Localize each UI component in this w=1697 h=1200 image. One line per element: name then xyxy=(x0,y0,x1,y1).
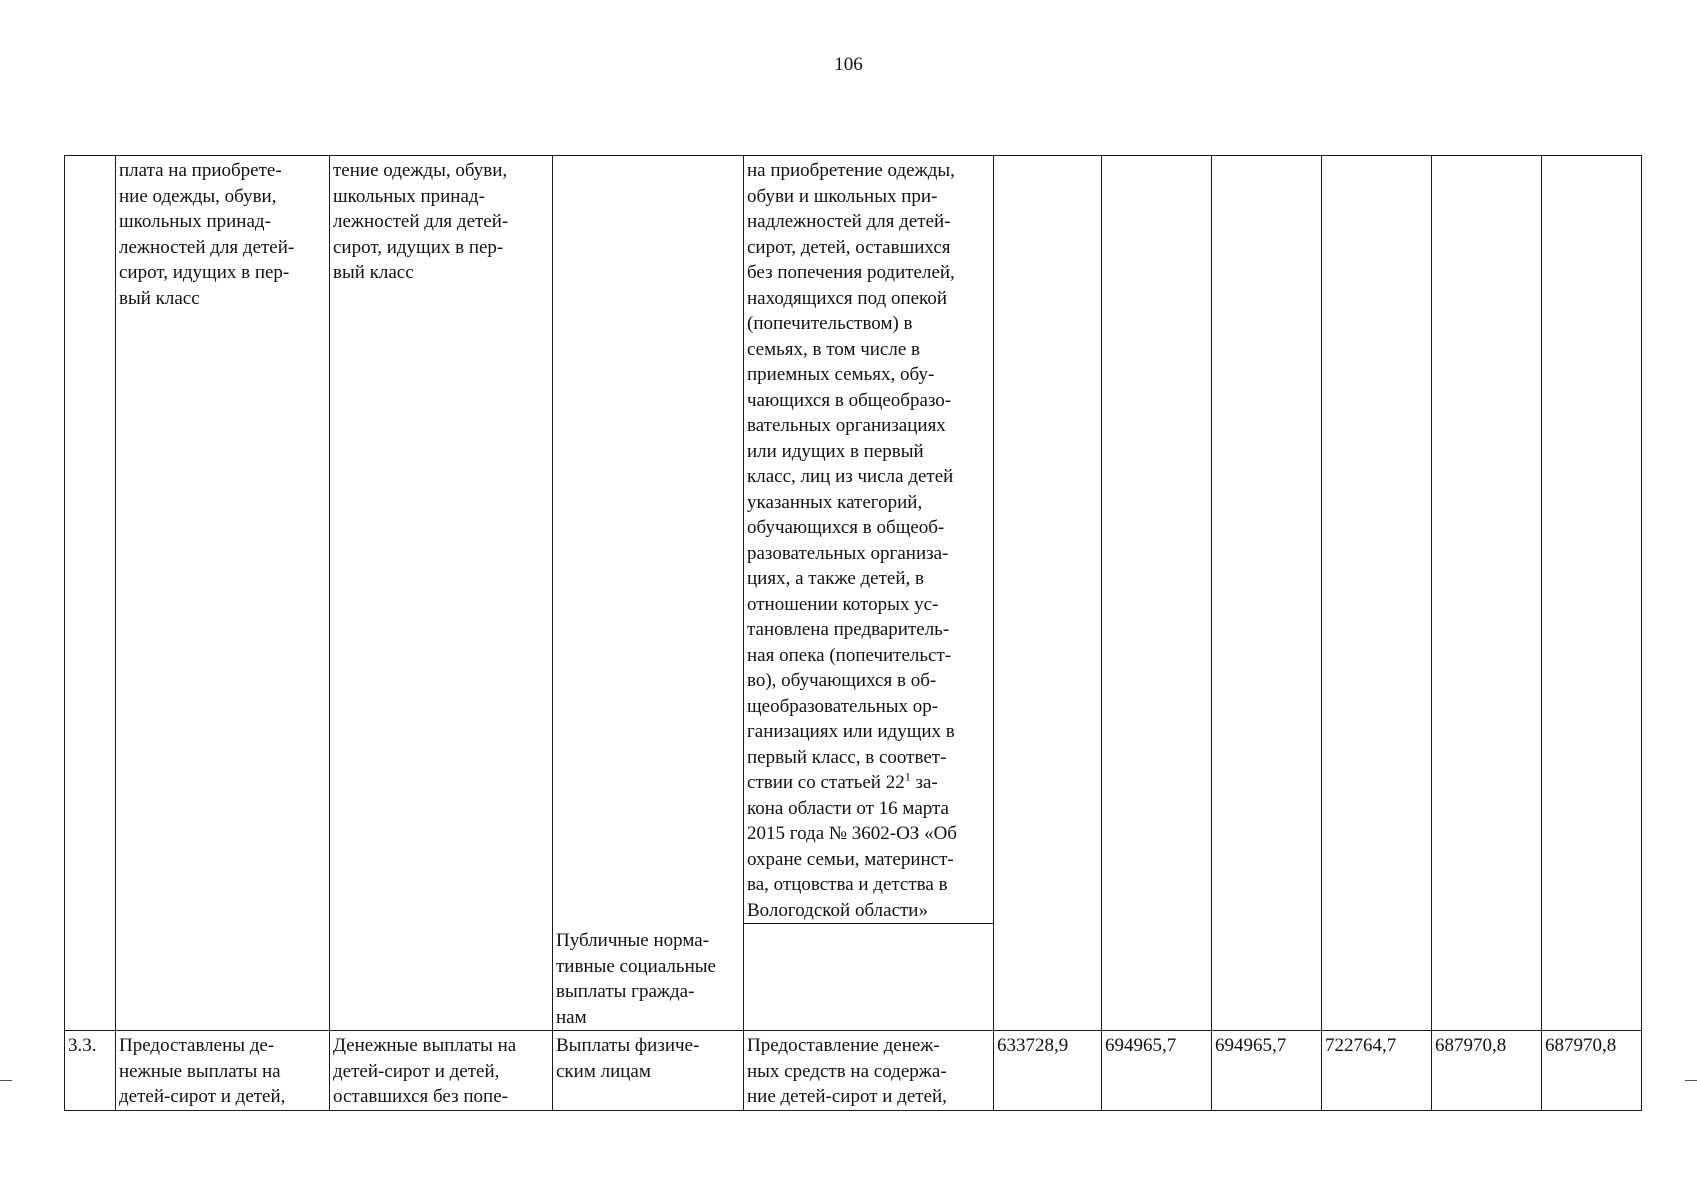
public-payments-label: Публичные норма- тивные социальные выплаты гражда- нам xyxy=(556,930,716,1028)
result-name-cell: Предоставлены де- нежные выплаты на детей-сирот и детей, xyxy=(116,1031,330,1111)
program-table xyxy=(64,155,1642,1111)
measure-name-cell: тение одежды, обуви, школьных принад- лежностей для детей- сирот, идущих в пер- вый класс xyxy=(330,156,553,1031)
value-cell: 687970,8 xyxy=(1542,1031,1642,1111)
value-cell: 694965,7 xyxy=(1212,1031,1322,1111)
page-number: 106 xyxy=(834,54,863,75)
table-row xyxy=(65,1031,1642,1111)
scan-margin-mark xyxy=(0,1080,12,1081)
measure-name-cell: Денежные выплаты на детей-сирот и детей, оставшихся без попе- xyxy=(330,1031,553,1111)
value-cell xyxy=(1212,156,1322,1031)
result-name-cell: плата на приобрете- ние одежды, обуви, школьных принад- лежностей для детей- сирот, идущих в пер- вый класс xyxy=(116,156,330,1031)
description-cell: Предоставление денеж- ных средств на содержа- ние детей-сирот и детей, xyxy=(744,1031,994,1111)
value-cell xyxy=(1432,156,1542,1031)
description-text: на приобретение одежды, обуви и школьных при- надлежностей для детей- сирот, детей, оставшихся без попечения родителей, находящихся под опекой (попечительством) в семьях, в том числе в приемных семьях, обу- чающихся в общеобразо- вательных организациях или идущих в первый класс, лиц из числа детей указанных категорий, обучающихся в общеоб- разовательных организа- циях, а также детей, в отношении которых ус- тановлена предваритель- ная опека (попечительст- во), обучающихся в об- щеобразовательных ор- ганизациях или идущих в первый класс, в соответ- ствии со статьей $22^1$ за- кона области от 16 марта 2015 года № 3602-ОЗ «Об охране семьи, материнст- ва, отцовства и детства в Вологодской области» xyxy=(744,156,993,924)
scan-margin-mark xyxy=(1685,1080,1697,1081)
value-cell xyxy=(1542,156,1642,1031)
value-cell: 694965,7 xyxy=(1102,1031,1212,1111)
expense-type-cell: Выплаты физиче- ским лицам xyxy=(553,1031,744,1111)
expense-type-cell xyxy=(553,156,744,1031)
value-cell xyxy=(1102,156,1212,1031)
value-cell: 687970,8 xyxy=(1432,1031,1542,1111)
value-cell: 722764,7 xyxy=(1322,1031,1432,1111)
row-number-cell xyxy=(65,156,116,1031)
description-cell xyxy=(744,156,994,1031)
value-cell xyxy=(1322,156,1432,1031)
value-cell xyxy=(994,156,1102,1031)
value-cell: 633728,9 xyxy=(994,1031,1102,1111)
table-row xyxy=(65,156,1642,1031)
row-number-cell: 3.3. xyxy=(65,1031,116,1111)
